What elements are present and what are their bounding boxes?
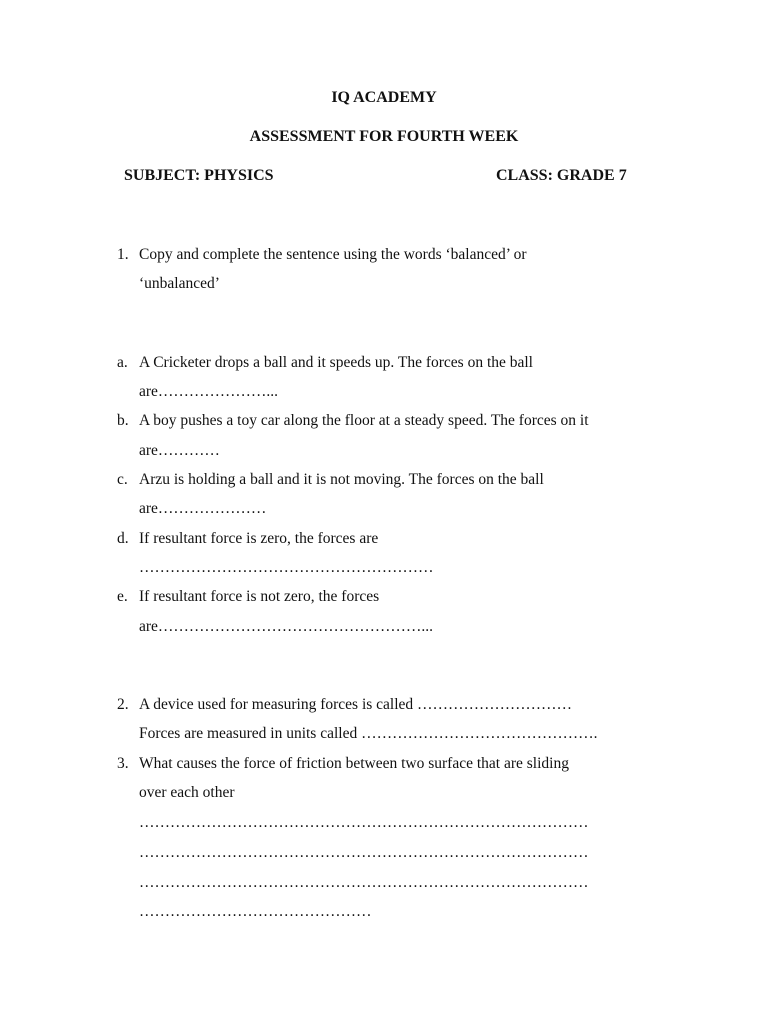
part-b-answer-line: are………… — [139, 442, 220, 459]
subject-label: SUBJECT: PHYSICS — [124, 167, 274, 184]
school-name: IQ ACADEMY — [331, 89, 437, 106]
part-d-text: If resultant force is zero, the forces are — [139, 530, 379, 547]
question-3-answer-line: ……………………………………… — [139, 903, 372, 920]
question-3-text-line1: What causes the force of friction between two surface that are sliding — [139, 755, 569, 772]
part-e-label: e. — [117, 588, 128, 605]
question-2-text-line1: A device used for measuring forces is called ………………………… — [139, 696, 573, 713]
question-1-number: 1. — [117, 246, 129, 263]
question-3-answer-line: …………………………………………………………………………… — [139, 814, 589, 831]
question-1-text-line2: ‘unbalanced’ — [139, 275, 220, 292]
assessment-title: ASSESSMENT FOR FOURTH WEEK — [249, 128, 519, 145]
part-a-text: A Cricketer drops a ball and it speeds up. The forces on the ball — [139, 354, 533, 371]
part-e-answer-line: are……………………………………………... — [139, 618, 434, 635]
question-1-text-line1: Copy and complete the sentence using the words ‘balanced’ or — [139, 246, 527, 263]
part-d-label: d. — [117, 530, 129, 547]
part-b-label: b. — [117, 412, 129, 429]
question-3-number: 3. — [117, 755, 129, 772]
question-2-number: 2. — [117, 696, 129, 713]
part-c-text: Arzu is holding a ball and it is not moving. The forces on the ball — [139, 471, 544, 488]
question-3-text-line2: over each other — [139, 784, 235, 801]
part-c-label: c. — [117, 471, 128, 488]
part-d-answer-line: ………………………………………………… — [139, 559, 434, 576]
question-3-answer-line: …………………………………………………………………………… — [139, 874, 589, 891]
part-e-text: If resultant force is not zero, the forces — [139, 588, 380, 605]
question-3-answer-line: …………………………………………………………………………… — [139, 844, 589, 861]
part-a-label: a. — [117, 354, 128, 371]
part-b-text: A boy pushes a toy car along the floor at a steady speed. The forces on it — [139, 412, 589, 429]
question-2-text-line2: Forces are measured in units called ………………………………………. — [139, 725, 598, 742]
class-label: CLASS: GRADE 7 — [496, 167, 627, 184]
part-c-answer-line: are………………… — [139, 500, 267, 517]
part-a-answer-line: are…………………... — [139, 383, 279, 400]
